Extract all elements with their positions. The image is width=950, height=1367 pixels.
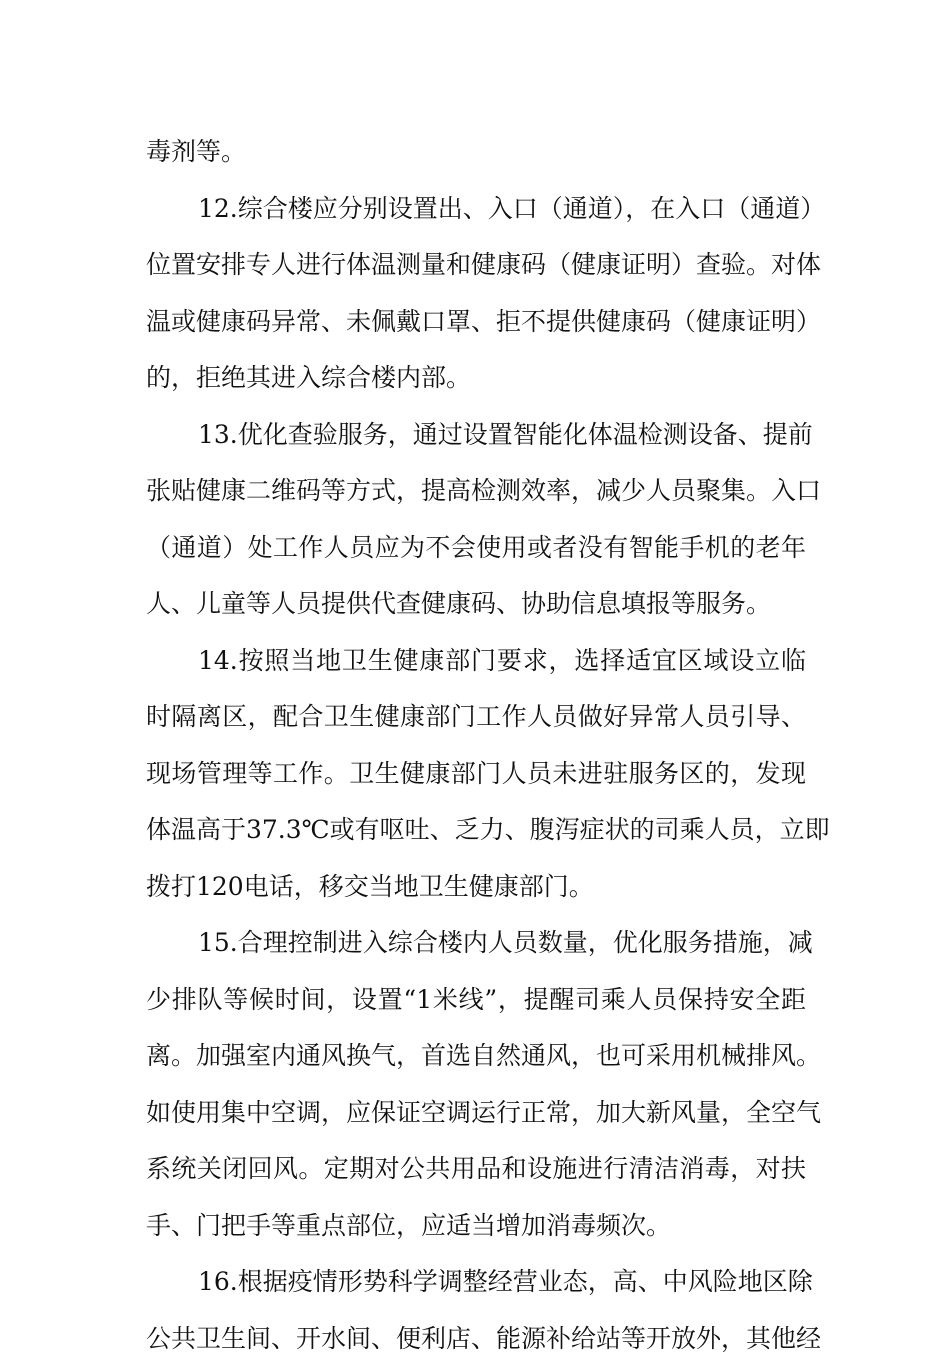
text-line: 体温高于37.3℃或有呕吐、乏力、腹泻症状的司乘人员，立即 xyxy=(146,802,806,859)
text-line: 人、儿童等人员提供代查健康码、协助信息填报等服务。 xyxy=(146,576,806,633)
text-line: 拨打120电话，移交当地卫生健康部门。 xyxy=(146,859,806,916)
text-line: 位置安排专人进行体温测量和健康码（健康证明）查验。对体 xyxy=(146,237,806,294)
text-line: 的，拒绝其进入综合楼内部。 xyxy=(146,350,806,407)
document-page xyxy=(146,124,806,1367)
text-line: 公共卫生间、开水间、便利店、能源补给站等开放外，其他经 xyxy=(146,1311,806,1367)
text-line: 16.根据疫情形势科学调整经营业态，高、中风险地区除 xyxy=(146,1254,806,1311)
text-line: （通道）处工作人员应为不会使用或者没有智能手机的老年 xyxy=(146,520,806,577)
text-line: 张贴健康二维码等方式，提高检测效率，减少人员聚集。入口 xyxy=(146,463,806,520)
text-line: 13.优化查验服务，通过设置智能化体温检测设备、提前 xyxy=(146,407,806,464)
text-line: 系统关闭回风。定期对公共用品和设施进行清洁消毒，对扶 xyxy=(146,1141,806,1198)
text-line: 毒剂等。 xyxy=(146,124,806,181)
text-line: 少排队等候时间，设置“1米线”，提醒司乘人员保持安全距 xyxy=(146,972,806,1029)
text-line: 如使用集中空调，应保证空调运行正常，加大新风量，全空气 xyxy=(146,1085,806,1142)
text-line: 离。加强室内通风换气，首选自然通风，也可采用机械排风。 xyxy=(146,1028,806,1085)
text-line: 时隔离区，配合卫生健康部门工作人员做好异常人员引导、 xyxy=(146,689,806,746)
text-line: 15.合理控制进入综合楼内人员数量，优化服务措施，减 xyxy=(146,915,806,972)
text-line: 温或健康码异常、未佩戴口罩、拒不提供健康码（健康证明） xyxy=(146,294,806,351)
text-line: 12.综合楼应分别设置出、入口（通道），在入口（通道） xyxy=(146,181,806,238)
text-line: 现场管理等工作。卫生健康部门人员未进驻服务区的，发现 xyxy=(146,746,806,803)
text-line: 14.按照当地卫生健康部门要求，选择适宜区域设立临 xyxy=(146,633,806,690)
text-line: 手、门把手等重点部位，应适当增加消毒频次。 xyxy=(146,1198,806,1255)
